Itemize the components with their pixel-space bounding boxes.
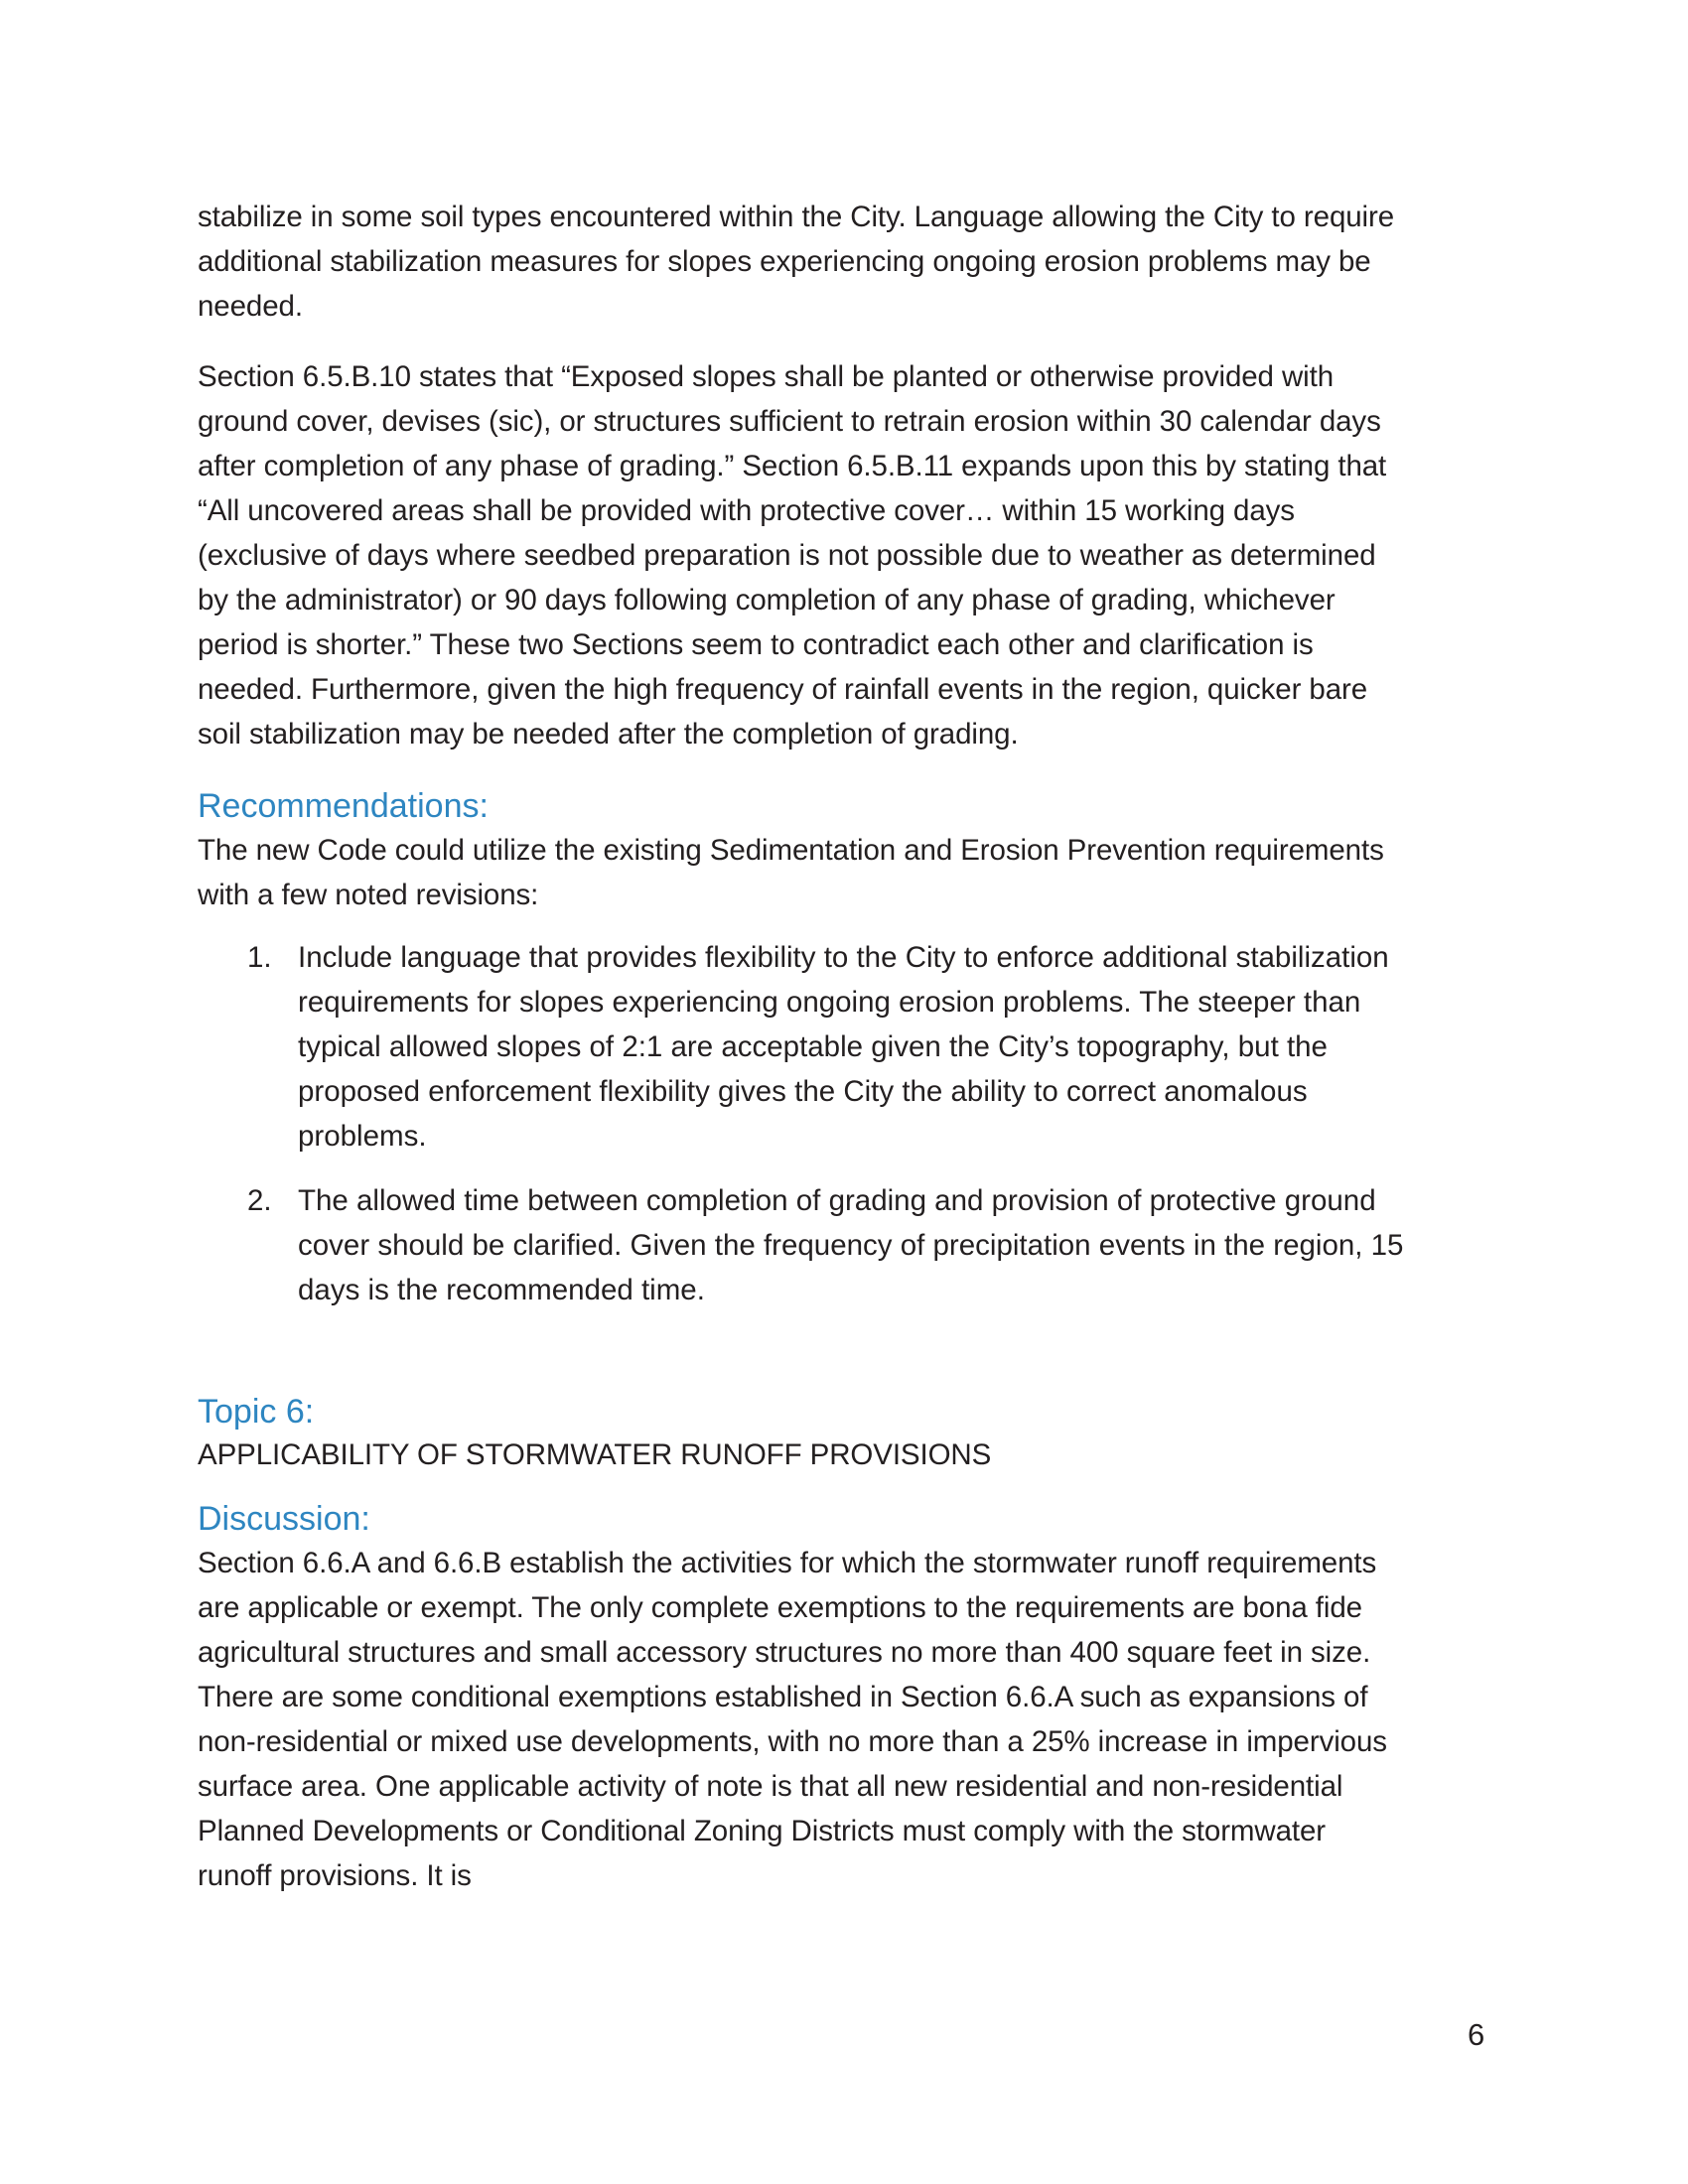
discussion-heading: Discussion: (198, 1500, 370, 1538)
list-item (198, 1178, 1404, 1312)
recommendations-list (198, 935, 1404, 1312)
recommendations-heading: Recommendations: (198, 787, 489, 825)
document-body (198, 195, 1404, 1898)
discussion-text: Section 6.6.A and 6.6.B establish the activities for which the stormwater runoff requirements are applicable or exempt. The only complete exemptions to the requirements are bona fide agricultural structures and small accessory structures no more than 400 square feet in size. There are some conditional exemptions established in Section 6.6.A such as expansions of non-residential or mixed use developments, with no more than a 25% increase in impervious surface area. One applicable activity of note is that all new residential and non-residential Planned Developments or Conditional Zoning Districts must comply with the stormwater runoff provisions. It is (198, 1547, 1387, 1892)
list-item-text: The allowed time between completion of grading and provision of protective ground cover should be clarified. Given the frequency of precipitation events in the region, 15 days is the recommended time. (298, 1184, 1404, 1306)
paragraph-intro: stabilize in some soil types encountered within the City. Language allowing the City to require additional stabilization measures for slopes experiencing ongoing erosion problems may be needed. (198, 201, 1395, 323)
list-item (198, 935, 1404, 1159)
paragraph-section-6-5: Section 6.5.B.10 states that “Exposed slopes shall be planted or otherwise provided with ground cover, devises (sic), or structures sufficient to retrain erosion within 30 calendar days after completion of any phase of grading.” Section 6.5.B.11 expands upon this by stating that “All uncovered areas shall be provided with protective cover… within 15 working days (exclusive of days where seedbed preparation is not possible due to weather as determined by the administrator) or 90 days following completion of any phase of grading, whichever period is shorter.” These two Sections seem to contradict each other and clarification is needed. Furthermore, given the high frequency of rainfall events in the region, quicker bare soil stabilization may be needed after the completion of grading. (198, 360, 1387, 751)
page-number: 6 (1468, 2017, 1485, 2052)
topic-title: APPLICABILITY OF STORMWATER RUNOFF PROVISIONS (198, 1438, 992, 1471)
recommendations-intro: The new Code could utilize the existing Sedimentation and Erosion Prevention requirements with a few noted revisions: (198, 834, 1384, 911)
list-item-text: Include language that provides flexibility to the City to enforce additional stabilization requirements for slopes experiencing ongoing erosion problems. The steeper than typical allowed slopes of 2:1 are acceptable given the City’s topography, but the proposed enforcement flexibility gives the City the ability to correct anomalous problems. (298, 941, 1389, 1153)
topic-heading: Topic 6: (198, 1393, 315, 1431)
list-item-number: 1. (247, 941, 272, 974)
list-item-number: 2. (247, 1184, 272, 1217)
